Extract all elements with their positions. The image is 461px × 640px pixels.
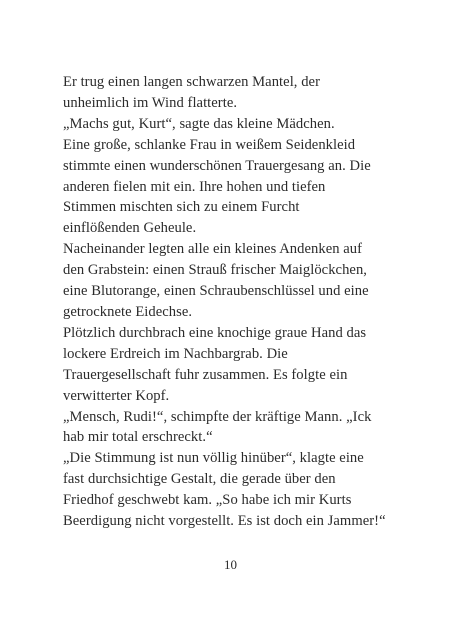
text-line: verwitterter Kopf. <box>63 387 170 404</box>
text-line: anderen fielen mit ein. Ihre hohen und tiefen <box>63 178 326 195</box>
text-line: Plötzlich durchbrach eine knochige graue Hand das <box>63 324 367 341</box>
text-line: Er trug einen langen schwarzen Mantel, der <box>63 74 320 90</box>
page-number: 10 <box>224 557 237 572</box>
text-line: Eine große, schlanke Frau in weißem Seidenkleid <box>63 136 356 153</box>
text-line: lockere Erdreich im Nachbargrab. Die <box>63 345 288 362</box>
text-line: Trauergesellschaft fuhr zusammen. Es folgte ein <box>63 366 348 383</box>
text-line: hab mir total erschreckt.“ <box>63 429 213 446</box>
text-line: stimmte einen wunderschönen Trauergesang an. Die <box>63 157 371 174</box>
text-line: unheimlich im Wind flatterte. <box>63 94 238 111</box>
text-line: den Grabstein: einen Strauß frischer Maiglöckchen, <box>63 262 368 279</box>
text-line: Beerdigung nicht vorgestellt. Es ist doch ein Jammer!“ <box>63 513 386 530</box>
body-text <box>63 72 403 532</box>
text-line: fast durchsichtige Gestalt, die gerade über den <box>63 471 336 488</box>
text-line: Stimmen mischten sich zu einem Furcht <box>63 199 300 216</box>
text-line: einflößenden Geheule. <box>63 220 197 237</box>
text-line: eine Blutorange, einen Schraubenschlüssel und eine <box>63 283 369 300</box>
text-line: Nacheinander legten alle ein kleines Andenken auf <box>63 241 363 258</box>
text-line: getrocknete Eidechse. <box>63 303 193 320</box>
text-line: „Die Stimmung ist nun völlig hinüber“, klagte eine <box>63 450 364 467</box>
text-line: „Mensch, Rudi!“, schimpfte der kräftige Mann. „Ick <box>63 408 372 425</box>
text-line: „Machs gut, Kurt“, sagte das kleine Mädchen. <box>63 115 335 132</box>
text-line: Friedhof geschwebt kam. „So habe ich mir Kurts <box>63 492 352 509</box>
